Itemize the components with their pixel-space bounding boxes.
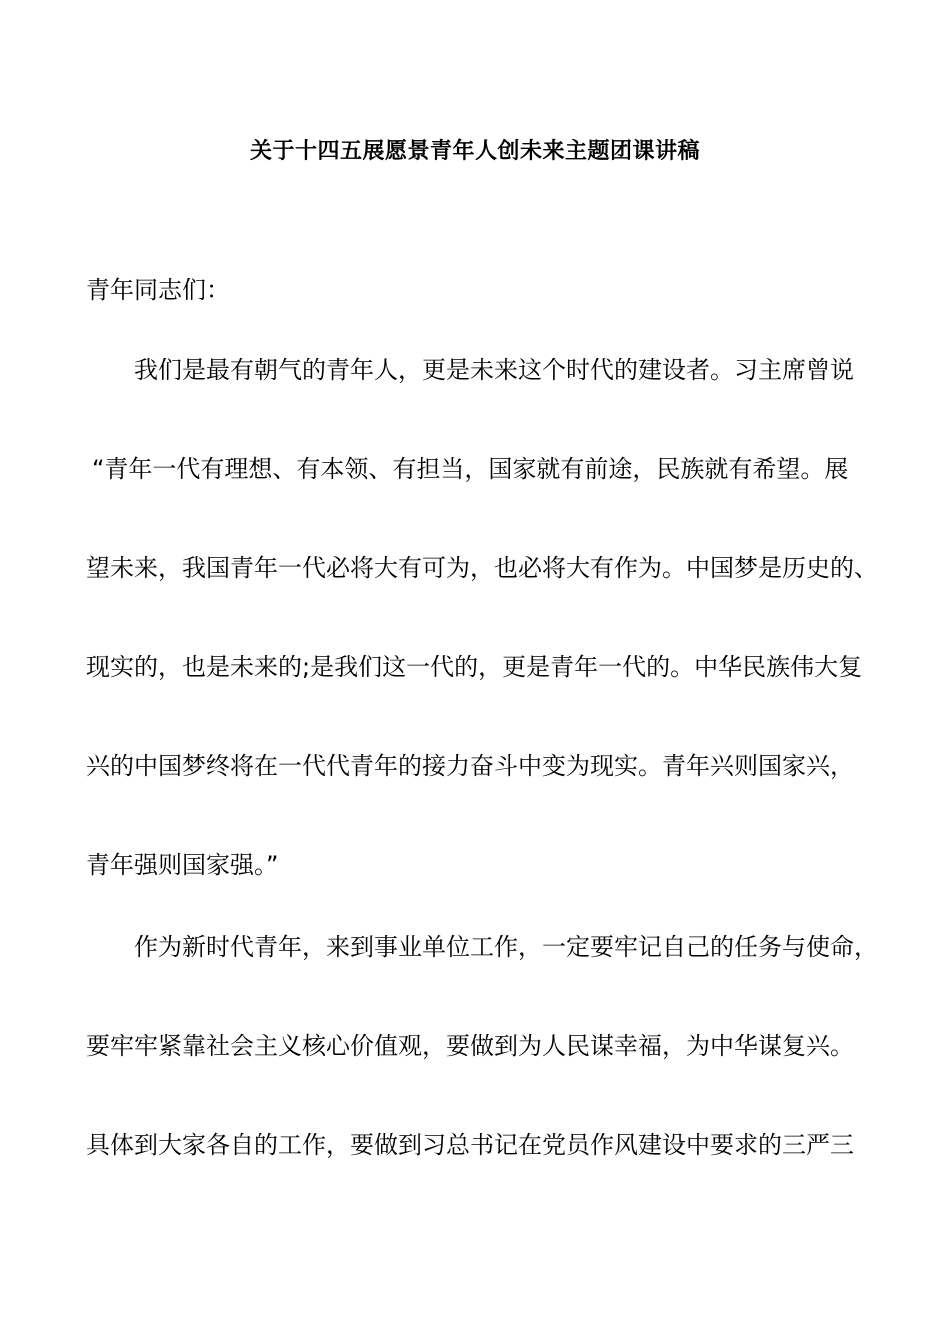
salutation-line: 青年同志们： <box>86 276 230 304</box>
paragraph-1-line-5: 兴的中国梦终将在一代代青年的接力奋斗中变为现实。青年兴则国家兴， <box>86 752 854 780</box>
paragraph-2-line-3: 具体到大家各自的工作，要做到习总书记在党员作风建设中要求的三严三 <box>86 1131 854 1159</box>
document-title: 关于十四五展愿景青年人创未来主题团课讲稿 <box>249 139 700 164</box>
paragraph-1-line-3: 望未来，我国青年一代必将大有可为，也必将大有作为。中国梦是历史的、 <box>86 554 878 582</box>
paragraph-1-line-6: 青年强则国家强。” <box>86 851 279 879</box>
paragraph-2-line-2: 要牢牢紧靠社会主义核心价值观，要做到为人民谋幸福，为中华谋复兴。 <box>86 1032 854 1060</box>
paragraph-2-line-1: 作为新时代青年，来到事业单位工作，一定要牢记自己的任务与使命， <box>134 933 878 961</box>
paragraph-1-line-2: “青年一代有理想、有本领、有担当，国家就有前途，民族就有希望。展 <box>92 455 849 483</box>
paragraph-1-line-4: 现实的，也是未来的;是我们这一代的，更是青年一代的。中华民族伟大复 <box>86 653 863 681</box>
paragraph-1-line-1: 我们是最有朝气的青年人，更是未来这个时代的建设者。习主席曾说 <box>134 356 854 384</box>
